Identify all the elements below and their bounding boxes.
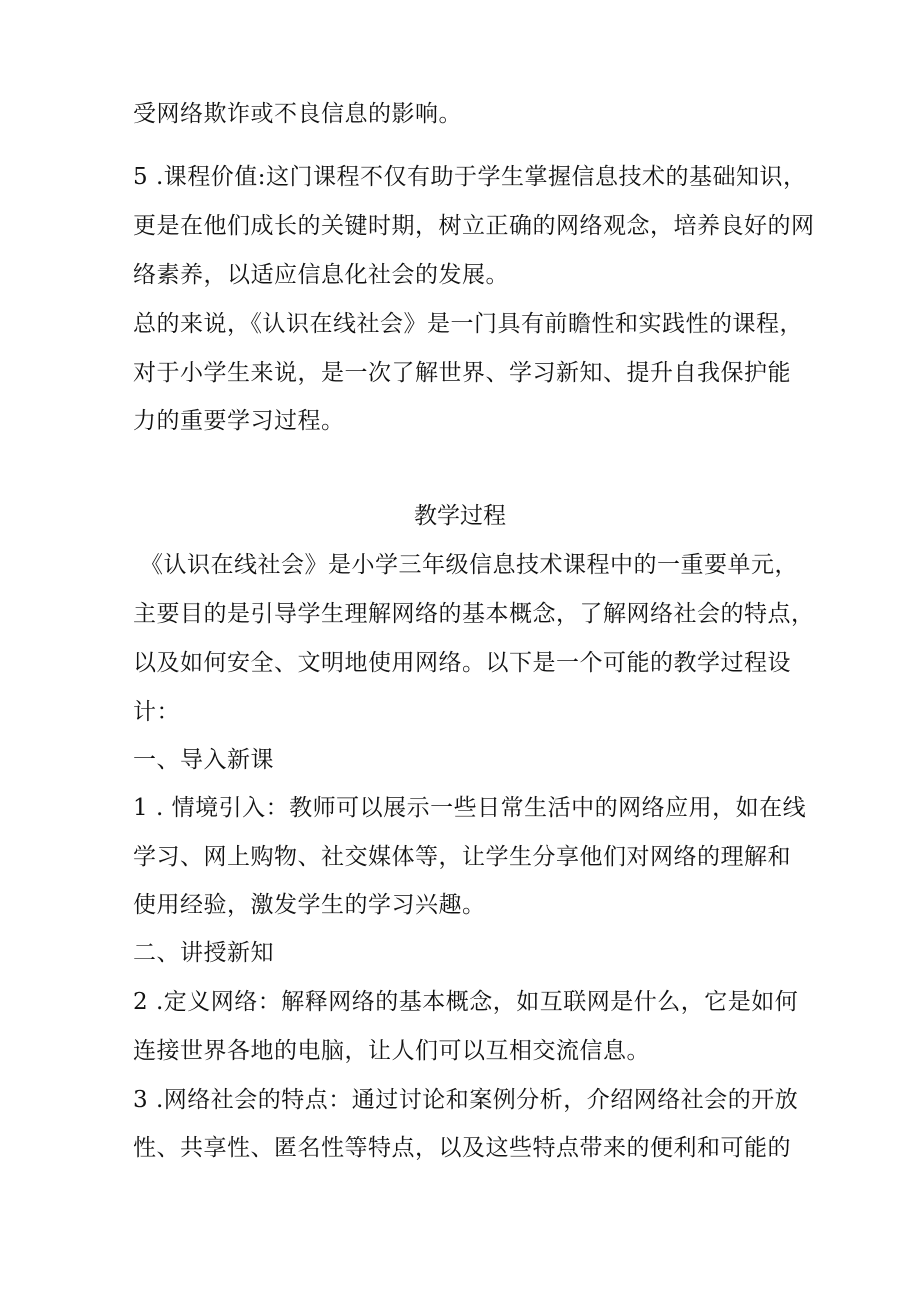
intro-line-2: 主要目的是引导学生理解网络的基本概念，了解网络社会的特点， (133, 601, 815, 627)
section2-heading: 二、讲授新知 (133, 940, 274, 966)
item1-line-2: 学习、网上购物、社交媒体等，让学生分享他们对网络的理解和 (133, 844, 791, 870)
intro-line-1: 《认识在线社会》是小学三年级信息技术课程中的一重要单元， (140, 552, 798, 578)
item3-line-1: 3 .网络社会的特点：通过讨论和案例分析，介绍网络社会的开放 (133, 1087, 799, 1113)
continuation-text: 受网络欺诈或不良信息的影响。 (133, 101, 462, 127)
item2-line-2: 连接世界各地的电脑，让人们可以互相交流信息。 (133, 1038, 650, 1064)
summary-line-2: 对于小学生来说，是一次了解世界、学习新知、提升自我保护能 (133, 360, 791, 386)
item5-line-2: 更是在他们成长的关键时期，树立正确的网络观念，培养良好的网 (133, 213, 815, 239)
item1-line-1: 1 . 情境引入：教师可以展示一些日常生活中的网络应用，如在线 (133, 795, 807, 821)
item3-line-2: 性、共享性、匿名性等特点，以及这些特点带来的便利和可能的 (133, 1135, 791, 1161)
item2-line-1: 2 .定义网络：解释网络的基本概念，如互联网是什么，它是如何 (133, 989, 799, 1015)
section-title: 教学过程 (414, 503, 506, 529)
summary-line-1: 总的来说，《认识在线社会》是一门具有前瞻性和实践性的课程， (133, 311, 803, 337)
item1-line-3: 使用经验，激发学生的学习兴趣。 (133, 892, 486, 918)
item5-line-3: 络素养，以适应信息化社会的发展。 (133, 262, 509, 288)
summary-line-3: 力的重要学习过程。 (133, 408, 345, 434)
intro-line-4: 计： (133, 699, 180, 725)
intro-line-3: 以及如何安全、文明地使用网络。以下是一个可能的教学过程设 (133, 650, 791, 676)
section1-heading: 一、导入新课 (133, 747, 274, 773)
item5-line-1: 5 .课程价值:这门课程不仅有助于学生掌握信息技术的基础知识， (133, 164, 807, 190)
